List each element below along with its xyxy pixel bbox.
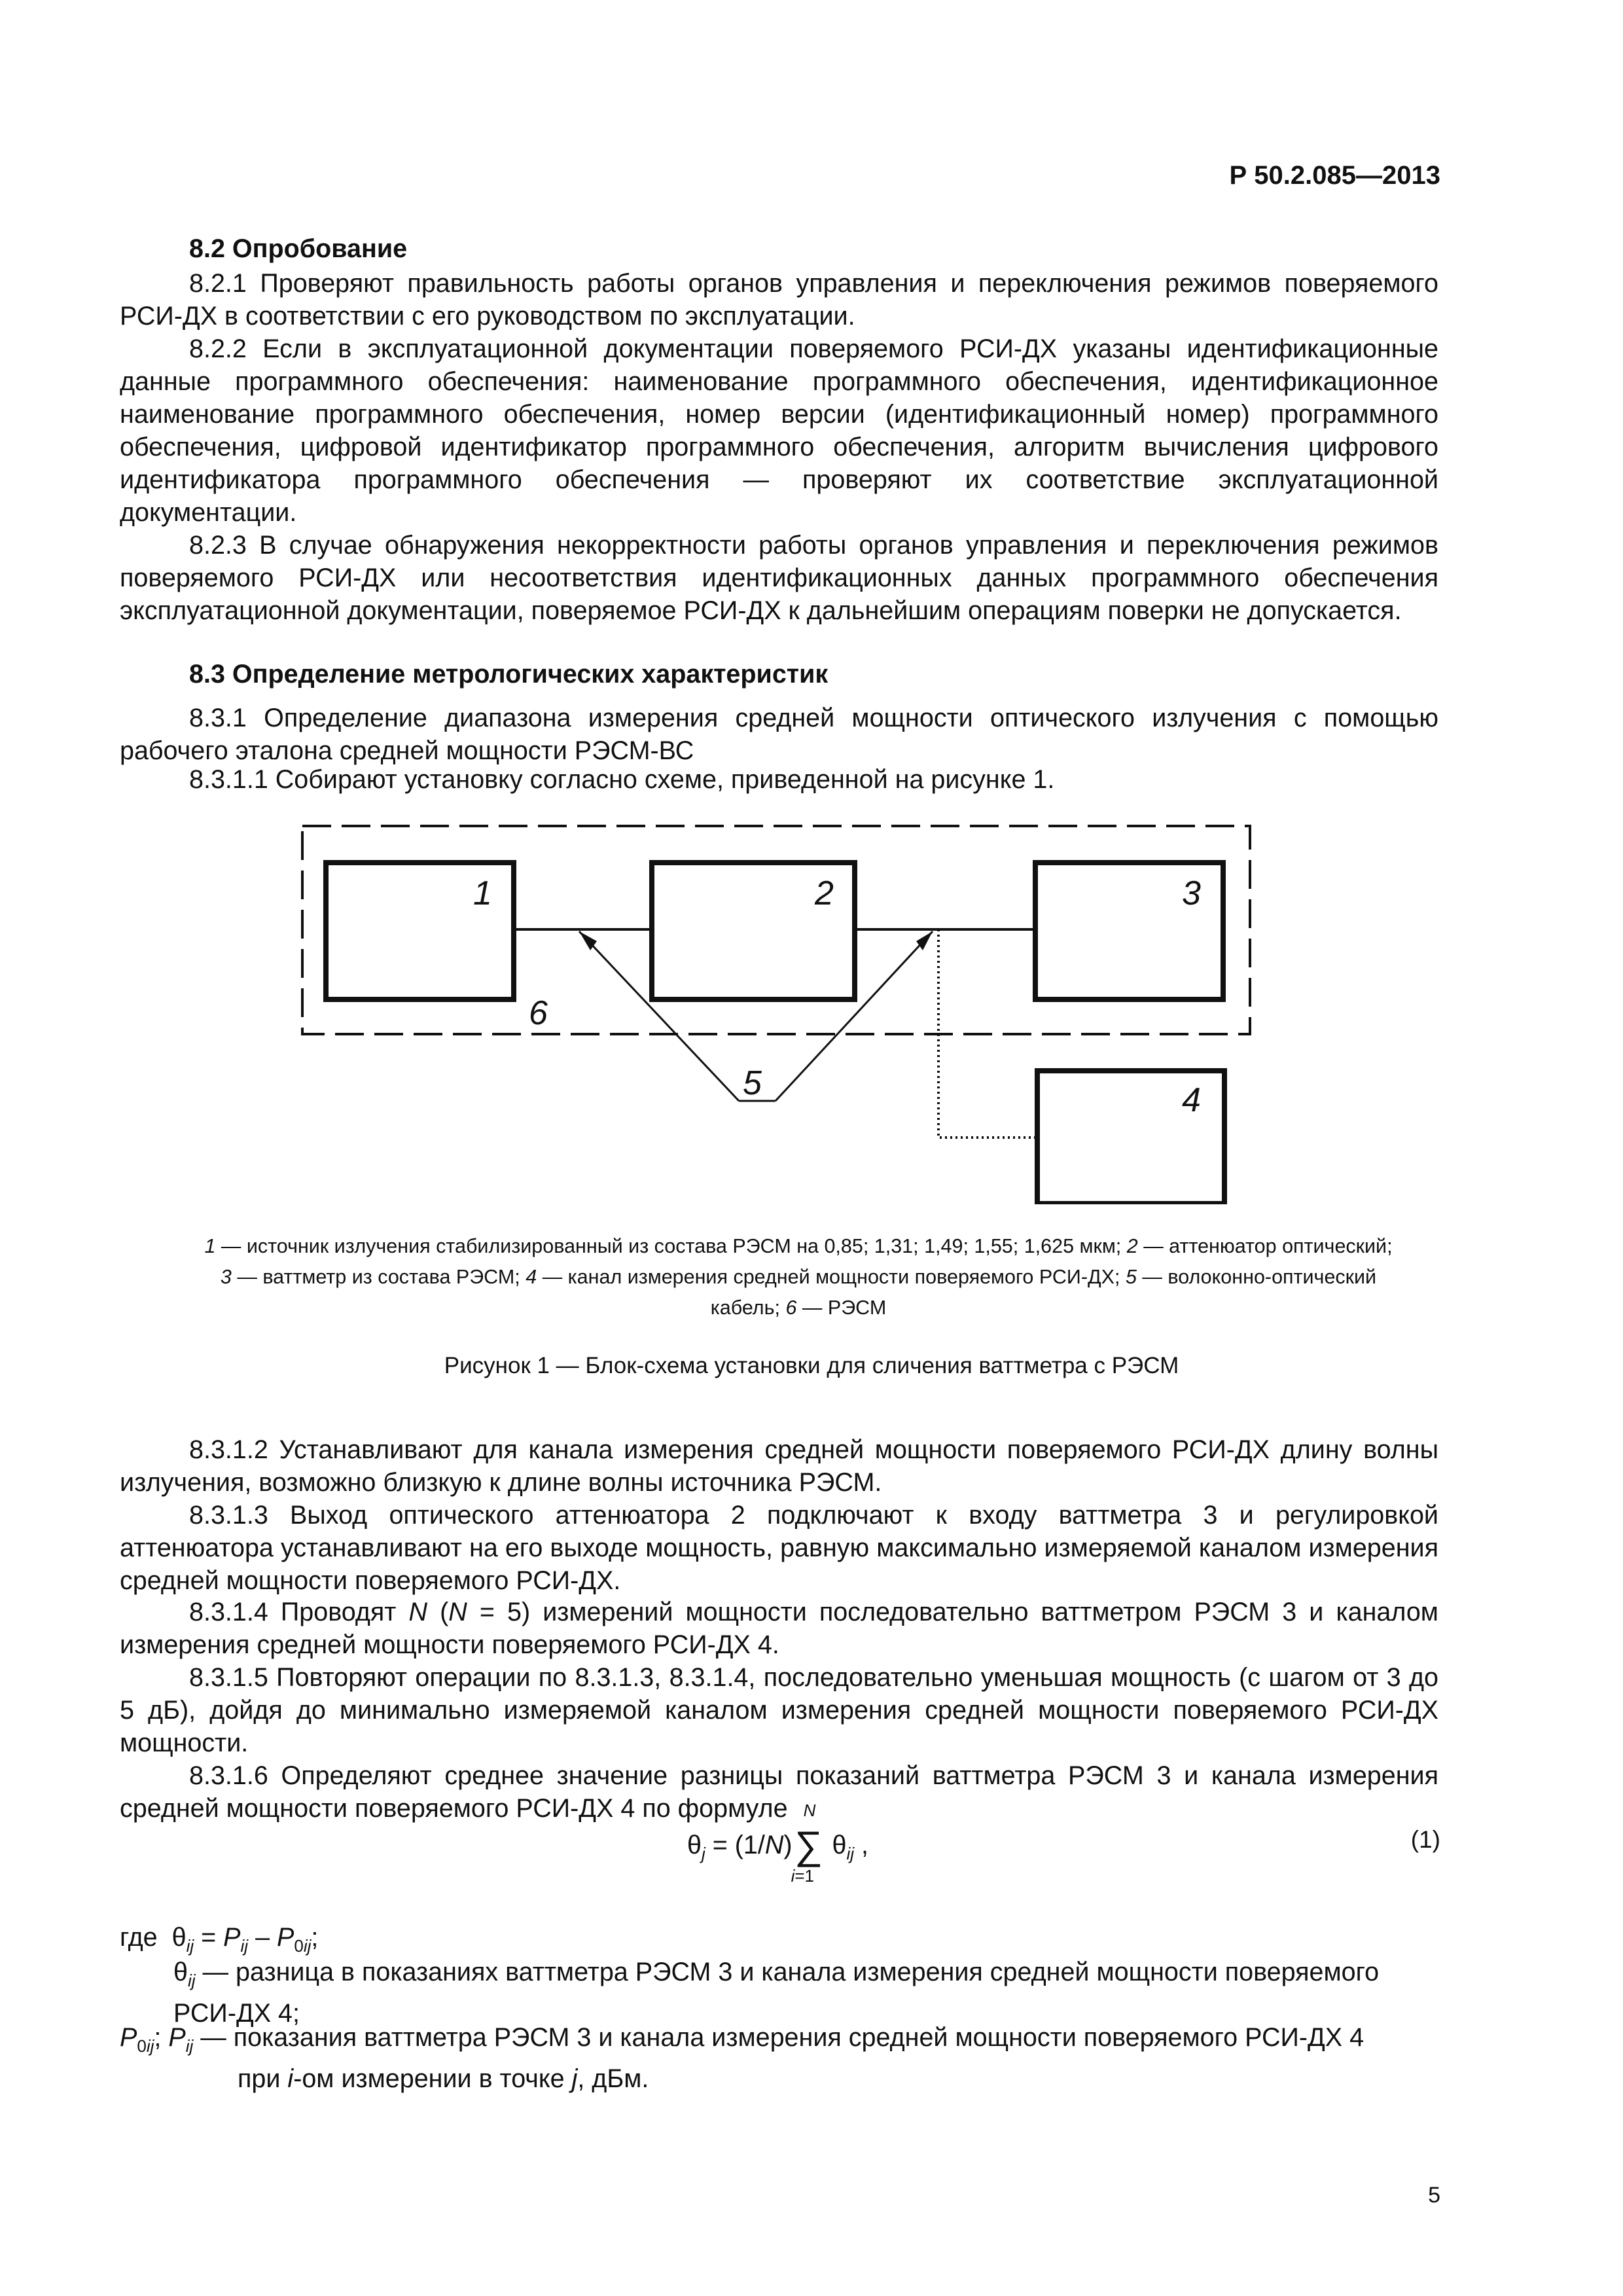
legend-5b: кабель; bbox=[710, 1297, 780, 1319]
para-8-3-1-2: 8.3.1.2 Устанавливают для канала измерения средней мощности поверяемого РСИ-ДХ длину волны излучения, возможно близкую к длине волны источника РЭСМ. bbox=[120, 1435, 1438, 1497]
cable-5-leader-left bbox=[579, 931, 739, 1101]
section-8-2-title: 8.2 Опробование bbox=[189, 234, 408, 263]
para-8-3-1-4: 8.3.1.4 Проводят N (N = 5) измерений мощности последовательно ваттметром РЭСМ 3 и каналом измерения средней мощности поверяемого РСИ-ДХ 4. bbox=[120, 1598, 1438, 1659]
para-8-3-1-6: 8.3.1.6 Определяют среднее значение разницы показаний ваттметра РЭСМ 3 и канала измерения средней мощности поверяемого РСИ-ДХ 4 по формуле bbox=[120, 1761, 1438, 1823]
label-1: 1 bbox=[473, 874, 492, 912]
para-8-3-1-4-end: измерений мощности последовательно ваттметром РЭСМ 3 и каналом измерения средней мощности поверяемого РСИ-ДХ 4. bbox=[120, 1598, 1438, 1659]
def-p-post: , дБм. bbox=[577, 2064, 649, 2093]
def-p-text: — показания ваттметра РЭСМ 3 и канала измерения средней мощности поверяемого РСИ-ДХ 4 bbox=[200, 2023, 1364, 2052]
label-5: 5 bbox=[743, 1064, 762, 1102]
equation-number: (1) bbox=[1410, 1826, 1440, 1853]
def-p-mid: -ом измерении в точке bbox=[293, 2064, 565, 2093]
figure-legend: 1 — источник излучения стабилизированный из состава РЭСМ на 0,85; 1,31; 1,49; 1,55; 1,625 мкм; 2 — аттенюатор оптический; 3 — ваттметр из состава РЭСМ; 4 — канал измерения средней мощности поверяемого РСИ-ДХ; 5 — волоконно-оптический кабель; 6 — РЭСМ bbox=[204, 1235, 1393, 1319]
document-number: Р 50.2.085—2013 bbox=[1229, 161, 1440, 190]
where-intro: где bbox=[120, 1923, 158, 1952]
label-4: 4 bbox=[1182, 1081, 1201, 1119]
para-8-3-1-5: 8.3.1.5 Повторяют операции по 8.3.1.3, 8.3.1.4, последовательно уменьшая мощность (с шагом от 3 до 5 дБ), дойдя до минимально измеряемой каналом измерения средней мощности поверяемого РСИ-ДХ мощности. bbox=[120, 1663, 1438, 1757]
para-8-2-3: 8.2.3 В случае обнаружения некорректности работы органов управления и переключения режимов поверяемого РСИ-ДХ или несоответствия идентификационных данных программного обеспечения эксплуатационной документации, поверяемое РСИ-ДХ к дальнейшим операциям поверки не допускается. bbox=[120, 531, 1438, 625]
formula-1: $\theta_j = (1/N)\sum$ N i=1 $\theta_{ij}$ , bbox=[687, 1801, 869, 1886]
def-theta-text: — разница в показаниях ваттметра РЭСМ 3 и канала измерения средней мощности поверяемого РСИ-ДХ 4; bbox=[173, 1958, 1380, 2028]
resm-boundary bbox=[302, 826, 1250, 1034]
legend-6: — РЭСМ bbox=[802, 1297, 887, 1319]
para-8-3-1-3: 8.3.1.3 Выход оптического аттенюатора 2 подключают к входу ваттметра 3 и регулировкой аттенюатора устанавливают на его выходе мощность, равную максимально измеряемой каналом измерения средней мощности поверяемого РСИ-ДХ. bbox=[120, 1501, 1438, 1595]
legend-3: — ваттметр из состава РЭСМ; bbox=[237, 1266, 520, 1288]
def-p-pre: при bbox=[238, 2064, 281, 2093]
block-diagram bbox=[0, 798, 1623, 1204]
label-3: 3 bbox=[1182, 874, 1201, 912]
para-8-3-1-1: 8.3.1.1 Собирают установку согласно схеме, приведенной на рисунке 1. bbox=[189, 765, 1055, 794]
para-8-3-1: 8.3.1 Определение диапазона измерения средней мощности оптического излучения с помощью рабочего эталона средней мощности РЭСМ-ВС bbox=[120, 704, 1438, 765]
label-6: 6 bbox=[529, 994, 548, 1032]
where-line: где $\theta_{ij} = P_{ij} - P_{0ij}$; bbox=[120, 1923, 319, 1956]
figure-title: Рисунок 1 — Блок-схема установки для сличения ваттметра с РЭСМ bbox=[444, 1353, 1179, 1378]
label-2: 2 bbox=[815, 874, 834, 912]
definition-theta: $\theta_{ij}$ — разница в показаниях ваттметра РЭСМ 3 и канала измерения средней мощности поверяемого РСИ-ДХ 4; bbox=[173, 1958, 1380, 2028]
legend-5: — волоконно-оптический bbox=[1142, 1266, 1377, 1288]
legend-1: — источник излучения стабилизированный из состава РЭСМ на 0,85; 1,31; 1,49; 1,55; 1,625 мкм; bbox=[221, 1235, 1122, 1257]
para-8-2-1: 8.2.1 Проверяют правильность работы органов управления и переключения режимов поверяемого РСИ-ДХ в соответствии с его руководством по эксплуатации. bbox=[120, 269, 1438, 331]
para-8-3-1-4-start: 8.3.1.4 Проводят bbox=[189, 1598, 397, 1626]
para-8-2-2: 8.2.2 Если в эксплуатационной документации поверяемого РСИ-ДХ указаны идентификационные данные программного обеспечения: наименование программного обеспечения, идентификационное наименование программного обеспечения, номер версии (идентификационный номер) программного обеспечения, цифровой идентификатор программного обеспечения, алгоритм вычисления цифрового идентификатора программного обеспечения — проверяют их соответствие эксплуатационной документации. bbox=[120, 334, 1438, 527]
section-8-3-title: 8.3 Определение метрологических характеристик bbox=[189, 660, 829, 689]
definition-p: $P_{0ij}$; $P_{ij}$ — показания ваттметра РЭСМ 3 и канала измерения средней мощности поверяемого РСИ-ДХ 4 при i-ом измерении в точке j, дБм. bbox=[120, 2023, 1364, 2093]
page-number: 5 bbox=[1428, 2183, 1440, 2208]
legend-4: — канал измерения средней мощности поверяемого РСИ-ДХ; bbox=[542, 1266, 1120, 1288]
legend-2: — аттенюатор оптический; bbox=[1143, 1235, 1393, 1257]
